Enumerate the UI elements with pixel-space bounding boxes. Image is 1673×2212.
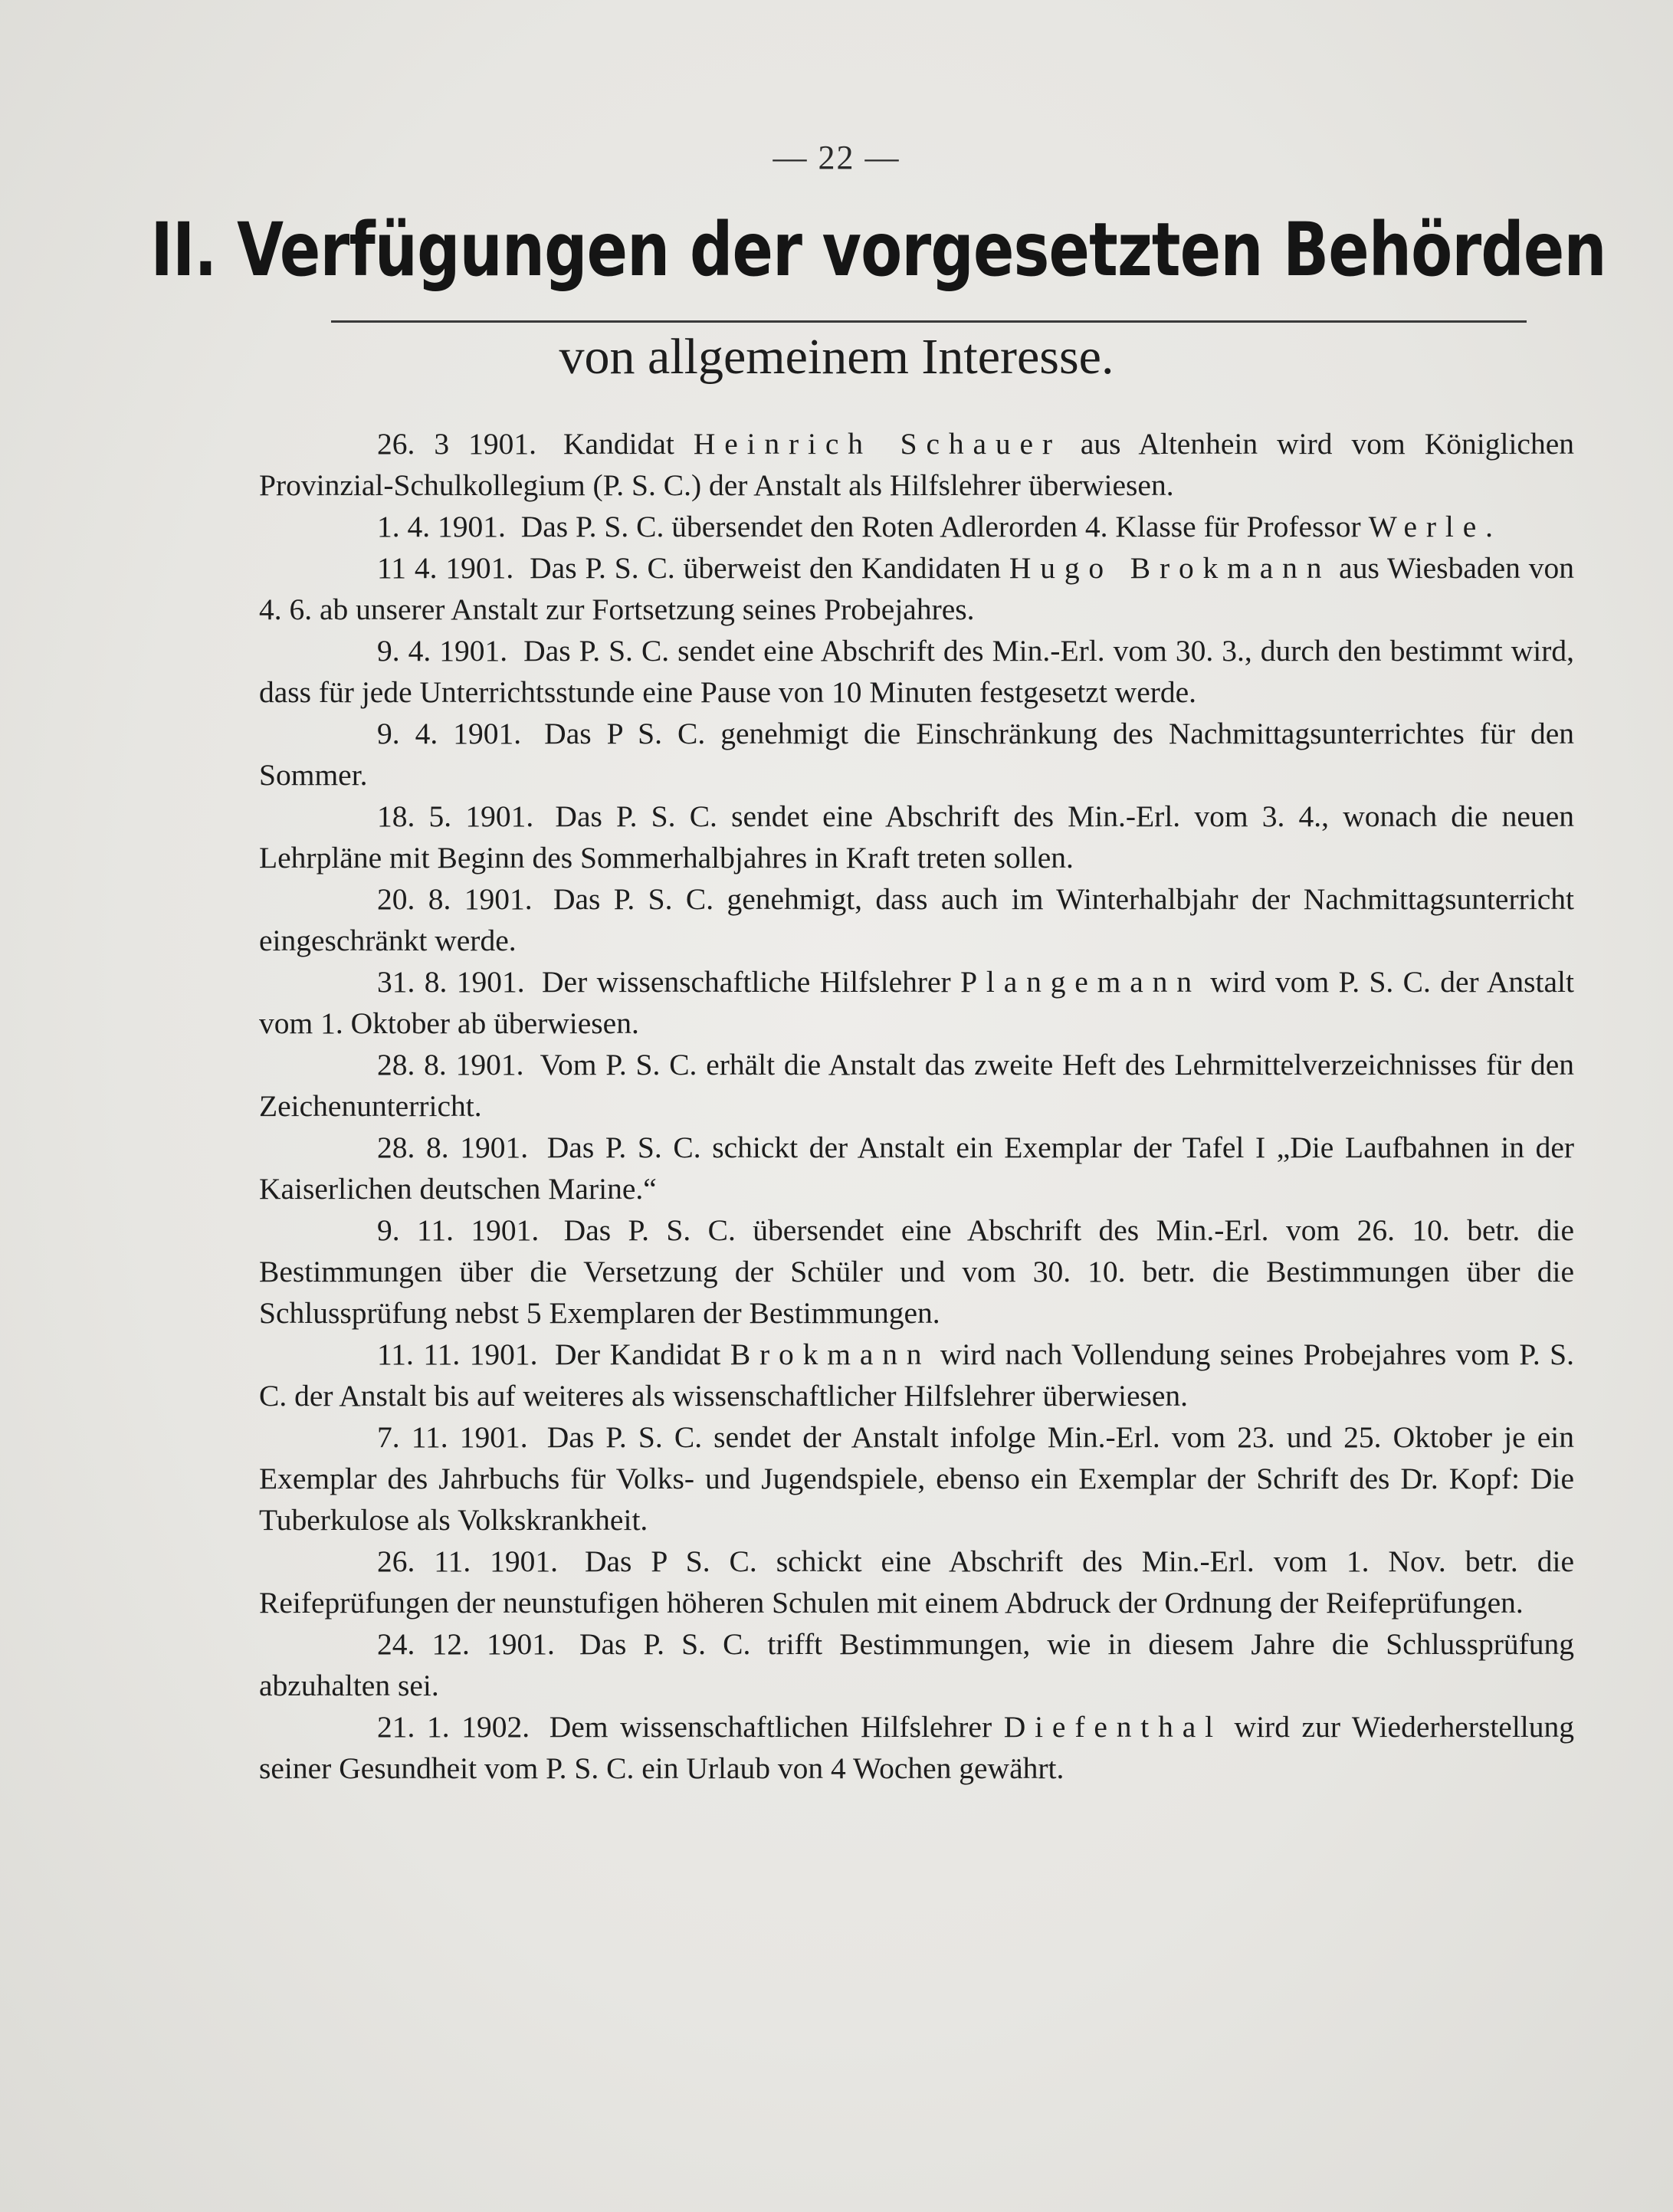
decree-entry [259, 878, 1574, 961]
entry-text: Das P S. C. schickt eine Abschrift des Min.-Erl. vom 1. Nov. betr. die Reifeprüfungen der neunstufigen höheren Schulen mit einem Abdruck der Ordnung der Reifeprüfungen. [259, 1544, 1574, 1620]
decree-entry [259, 713, 1574, 796]
entry-name: Hugo Brokmann [1009, 551, 1331, 585]
entry-date: 20. 8. 1901. [377, 882, 533, 916]
entry-text: Das P. S. C. genehmigt, dass auch im Winterhalbjahr der Nachmittagsunterricht eingeschränkt werde. [259, 882, 1574, 957]
entry-date: 24. 12. 1901. [377, 1627, 555, 1661]
entry-text: Das P S. C. genehmigt die Einschränkung des Nachmittagsunterrichtes für den Sommer. [259, 717, 1575, 792]
entry-name: Diefenthal [1003, 1710, 1222, 1744]
entry-date: 9. 11. 1901. [377, 1213, 540, 1247]
decree-entry [259, 961, 1574, 1044]
entry-text: Das P. S. C. schickt der Anstalt ein Exemplar der Tafel I „Die Laufbahnen in der Kaiserlichen deutschen Marine.“ [259, 1131, 1575, 1206]
entry-name: Heinrich Schauer [693, 427, 1061, 461]
entry-text: Das P. S. C. trifft Bestimmungen, wie in diesem Jahre die Schlussprüfung abzuhalten sei. [259, 1627, 1575, 1702]
decree-entry [259, 506, 1574, 547]
decree-entry [259, 423, 1574, 506]
entry-text: Vom P. S. C. erhält die Anstalt das zweite Heft des Lehrmittelverzeichnisses für den Zeichenunterricht. [259, 1048, 1574, 1123]
entry-text: Das P. S. C. sendet der Anstalt infolge Min.-Erl. vom 23. und 25. Oktober je ein Exemplar des Jahrbuchs für Volks- und Jugendspiele, ebenso ein Exemplar der Schrift des Dr. Kopf: Die Tuberkulose als Volkskrankheit. [259, 1420, 1574, 1537]
entry-date: 18. 5. 1901. [377, 799, 534, 833]
decree-entry [259, 1706, 1574, 1789]
decree-entry [259, 796, 1574, 878]
entry-name: Werle [1368, 510, 1486, 543]
entry-text: Das P. S. C. überweist den Kandidaten [530, 551, 1009, 585]
entry-date: 11 4. 1901. [377, 551, 514, 585]
section-subtitle: von allgemeinem Interesse. [559, 329, 1114, 385]
entry-text: Das P. S. C. übersendet den Roten Adlerorden 4. Klasse für Professor [520, 510, 1369, 543]
entry-text: Der Kandidat [554, 1337, 730, 1371]
entry-text: . [1485, 510, 1494, 543]
entry-date: 26. 11. 1901. [377, 1544, 559, 1578]
entry-date: 9. 4. 1901. [377, 717, 522, 750]
entry-date: 1. 4. 1901. [377, 510, 506, 543]
page-number: — 22 — [773, 139, 900, 176]
entry-text: Das P. S. C. sendet eine Abschrift des Min.-Erl. vom 30. 3., durch den bestimmt wird, dass für jede Unterrichtsstunde eine Pause von 10 Minuten festgesetzt werde. [259, 634, 1575, 709]
entry-date: 21. 1. 1902. [377, 1710, 530, 1744]
entry-text: Das P. S. C. übersendet eine Abschrift des Min.-Erl. vom 26. 10. betr. die Bestimmungen über die Versetzung der Schüler und vom 30. 10. betr. die Bestimmungen über die Schlussprüfung nebst 5 Exemplaren der Bestimmungen. [259, 1213, 1574, 1330]
title-divider [331, 320, 1527, 323]
entry-date: 28. 8. 1901. [377, 1048, 524, 1081]
entry-text: Das P. S. C. sendet eine Abschrift des Min.-Erl. vom 3. 4., wonach die neuen Lehrpläne mit Beginn des Sommerhalbjahres in Kraft treten sollen. [259, 799, 1575, 875]
entry-date: 28. 8. 1901. [377, 1131, 529, 1164]
entry-text: Dem wissenschaftlichen Hilfslehrer [549, 1710, 1004, 1744]
section-title: II. Verfügungen der vorgesetzten Behörden [150, 207, 1606, 293]
entry-date: 7. 11. 1901. [377, 1420, 528, 1454]
entry-text: aus Altenhein wird vom Königlichen Provinzial-Schulkollegium (P. S. C.) der Anstalt als Hilfslehrer überwiesen. [259, 427, 1574, 502]
entry-name: Brokmann [730, 1337, 931, 1371]
decree-list [259, 423, 1574, 1789]
entry-text: Kandidat [563, 427, 694, 461]
decree-entry [259, 1334, 1574, 1416]
decree-entry [259, 1416, 1574, 1541]
decree-entry [259, 1541, 1574, 1623]
decree-entry [259, 547, 1574, 630]
decree-entry [259, 630, 1574, 713]
entry-name: Plangemann [960, 965, 1201, 999]
entry-text: wird zur Wiederherstellung seiner Gesundheit vom P. S. C. ein Urlaub von 4 Wochen gewährt. [259, 1710, 1575, 1785]
decree-entry [259, 1209, 1574, 1334]
entry-date: 31. 8. 1901. [377, 965, 525, 999]
entry-date: 9. 4. 1901. [377, 634, 508, 668]
decree-entry [259, 1623, 1574, 1706]
entry-text: Der wissenschaftliche Hilfslehrer [542, 965, 961, 999]
entry-text: aus Wiesbaden von 4. 6. ab unserer Anstalt zur Fortsetzung seines Probejahres. [259, 551, 1574, 626]
entry-date: 26. 3 1901. [377, 427, 537, 461]
decree-entry [259, 1044, 1574, 1127]
decree-entry [259, 1127, 1574, 1209]
entry-text: wird vom P. S. C. der Anstalt vom 1. Oktober ab überwiesen. [259, 965, 1575, 1040]
entry-text: wird nach Vollendung seines Probejahres vom P. S. C. der Anstalt bis auf weiteres als wissenschaftlicher Hilfslehrer überwiesen. [259, 1337, 1575, 1413]
entry-date: 11. 11. 1901. [377, 1337, 538, 1371]
